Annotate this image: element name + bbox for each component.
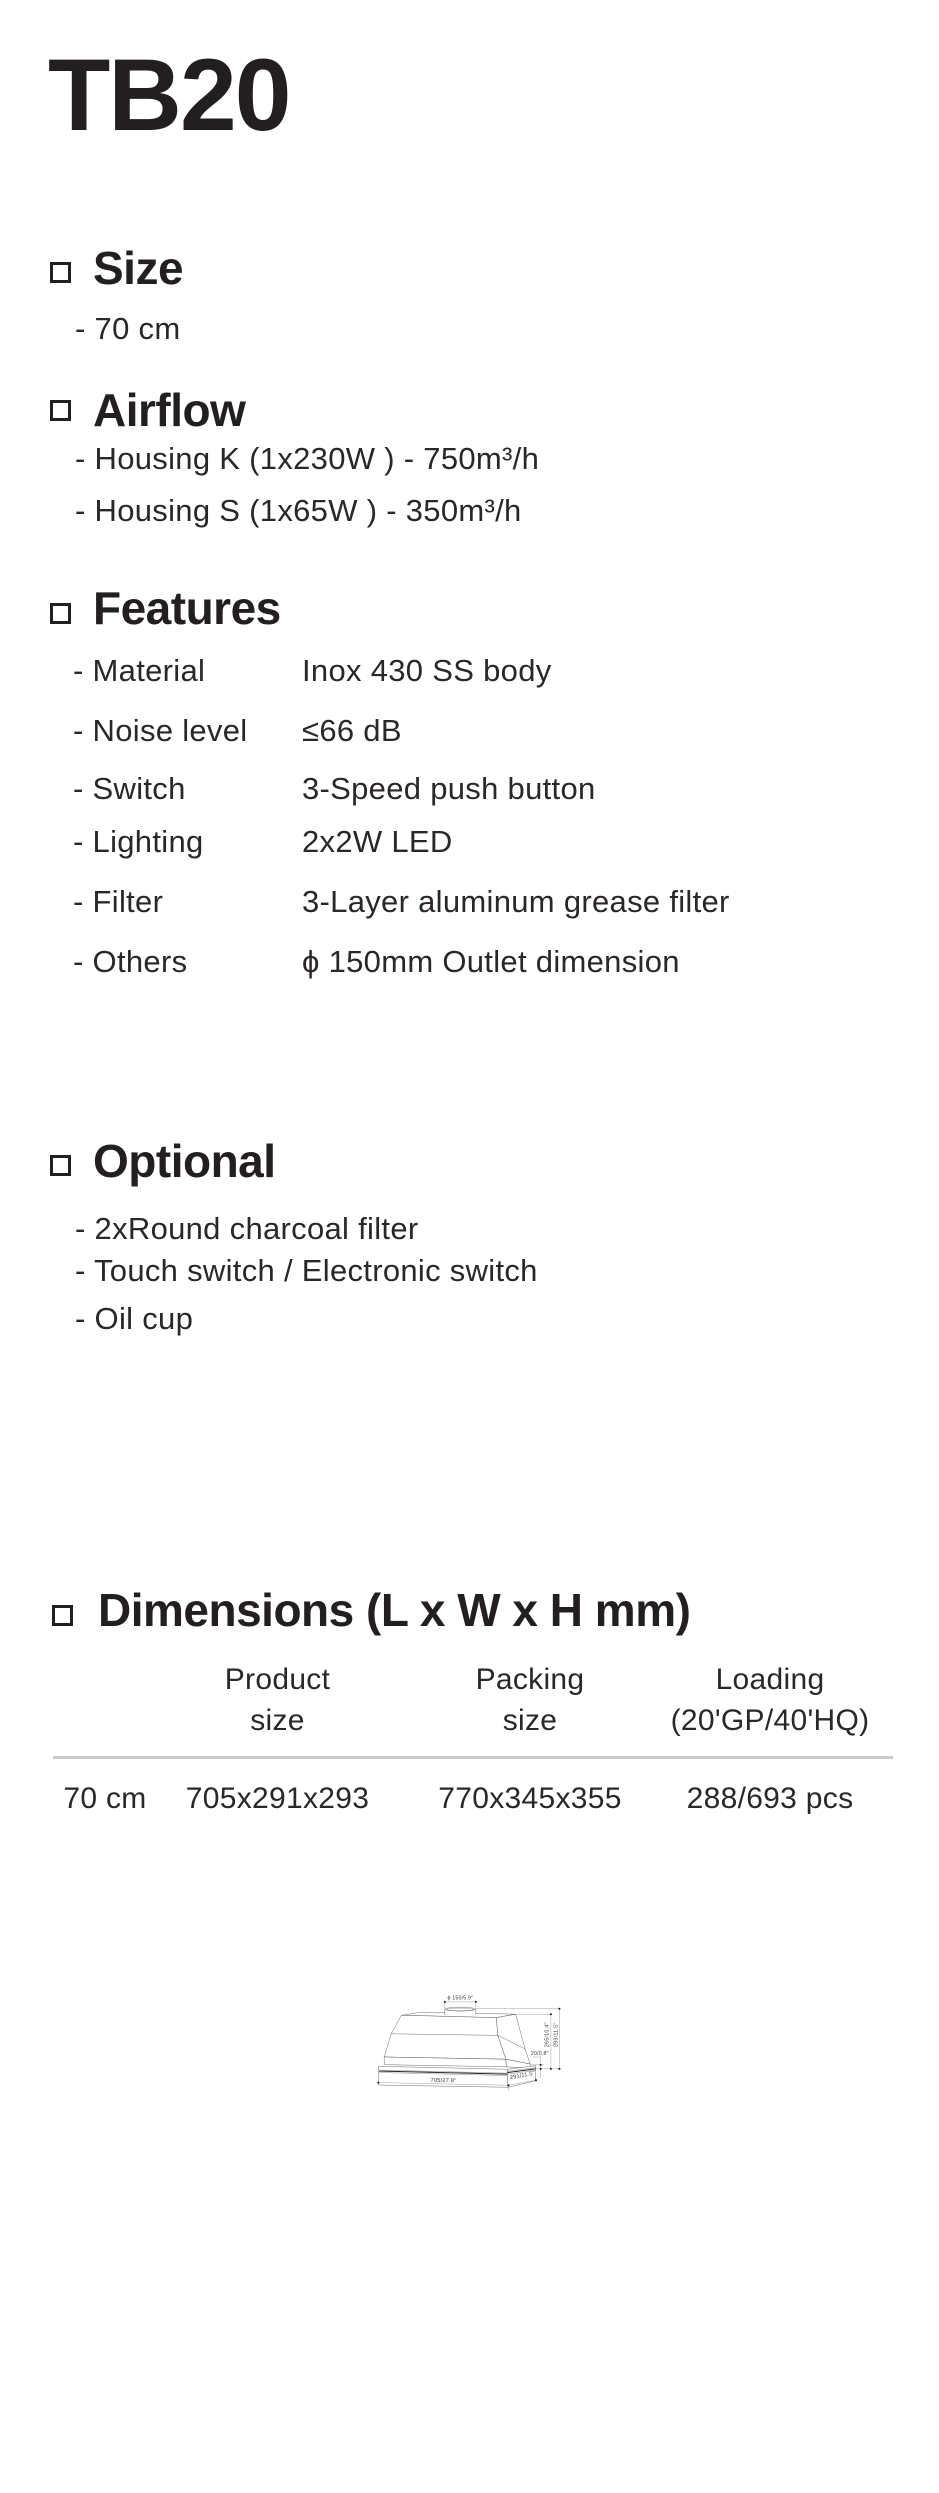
dim-dot [377,2082,379,2084]
feature-label: - Noise level [73,713,248,748]
section-heading-features: Features [93,582,281,634]
table-header-line: Packing [475,1663,585,1696]
dim-label-total-height: 293/11.5" [553,2022,560,2048]
section-heading-dimensions: Dimensions (L x W x H mm) [98,1584,691,1636]
table-cell-product-size: 705x291x293 [185,1782,370,1815]
section-bullet-icon [50,400,71,421]
section-bullet-icon [50,603,71,624]
feature-label: - Material [73,653,206,688]
page-title: TB20 [48,38,290,152]
size-item: - 70 cm [75,311,181,346]
hood-front-face [384,2015,506,2059]
dim-dot [558,2068,560,2070]
section-bullet-icon [50,1155,71,1176]
dim-dot [550,2068,552,2070]
table-header-line: Loading [715,1663,825,1696]
table-cell-loading: 288/693 pcs [686,1782,854,1815]
optional-item: - Oil cup [75,1301,194,1336]
table-header-line: size [502,1703,558,1737]
technical-drawing [0,1990,939,2493]
table-header-line: size [250,1703,305,1737]
table-cell-packing-size: 770x345x355 [438,1782,622,1815]
dim-dot [550,2013,552,2015]
feature-label: - Others [73,944,188,979]
feature-label: - Switch [73,771,186,806]
outlet-cylinder-rim [445,2007,476,2011]
feature-label: - Filter [73,884,164,919]
table-header-loading [635,1660,905,1741]
feature-value: 3-Speed push button [302,771,596,806]
dim-label-body-height: 265/10.4" [544,2022,551,2048]
optional-item: - Touch switch / Electronic switch [75,1253,538,1288]
dim-label-lip-height: 20/0.8" [530,2050,549,2057]
dim-dot [444,2001,446,2003]
feature-value: ϕ 150mm Outlet dimension [302,944,680,979]
feature-value: 3-Layer aluminum grease filter [302,884,730,919]
feature-value: ≤66 dB [302,713,402,748]
section-bullet-icon [50,262,71,283]
airflow-item: - Housing K (1x230W ) - 750m³/h [75,441,540,476]
section-heading-size: Size [93,242,184,294]
section-heading-optional: Optional [93,1135,276,1187]
section-heading-airflow: Airflow [93,384,246,436]
table-header-line: Product [224,1663,331,1696]
table-separator-rule [53,1756,893,1759]
optional-item: - 2xRound charcoal filter [75,1211,419,1246]
feature-label: - Lighting [73,824,204,859]
feature-value: Inox 430 SS body [302,653,552,688]
dim-dot [540,2068,542,2070]
dim-label-width: 705/27.8" [430,2077,457,2085]
airflow-item: - Housing S (1x65W ) - 350m³/h [75,493,522,528]
table-header-packing-size [410,1660,650,1741]
dim-label-depth: 291/11.5" [509,2070,536,2082]
table-header-line: (20'GP/40'HQ) [670,1703,870,1737]
dim-label-outlet-diameter: ϕ 150/5.9″ [447,1995,474,2002]
dim-dot [535,2079,537,2081]
dim-dot [558,2008,560,2010]
dim-dot [475,2001,477,2003]
table-header-product-size [160,1660,395,1741]
section-bullet-icon [52,1605,73,1626]
table-cell-size: 70 cm [63,1782,147,1815]
dim-bracket-lip [533,2057,541,2064]
dim-dot [508,2084,510,2086]
feature-value: 2x2W LED [302,824,453,859]
dim-dot [540,2064,542,2066]
base-front-face [379,2066,509,2087]
